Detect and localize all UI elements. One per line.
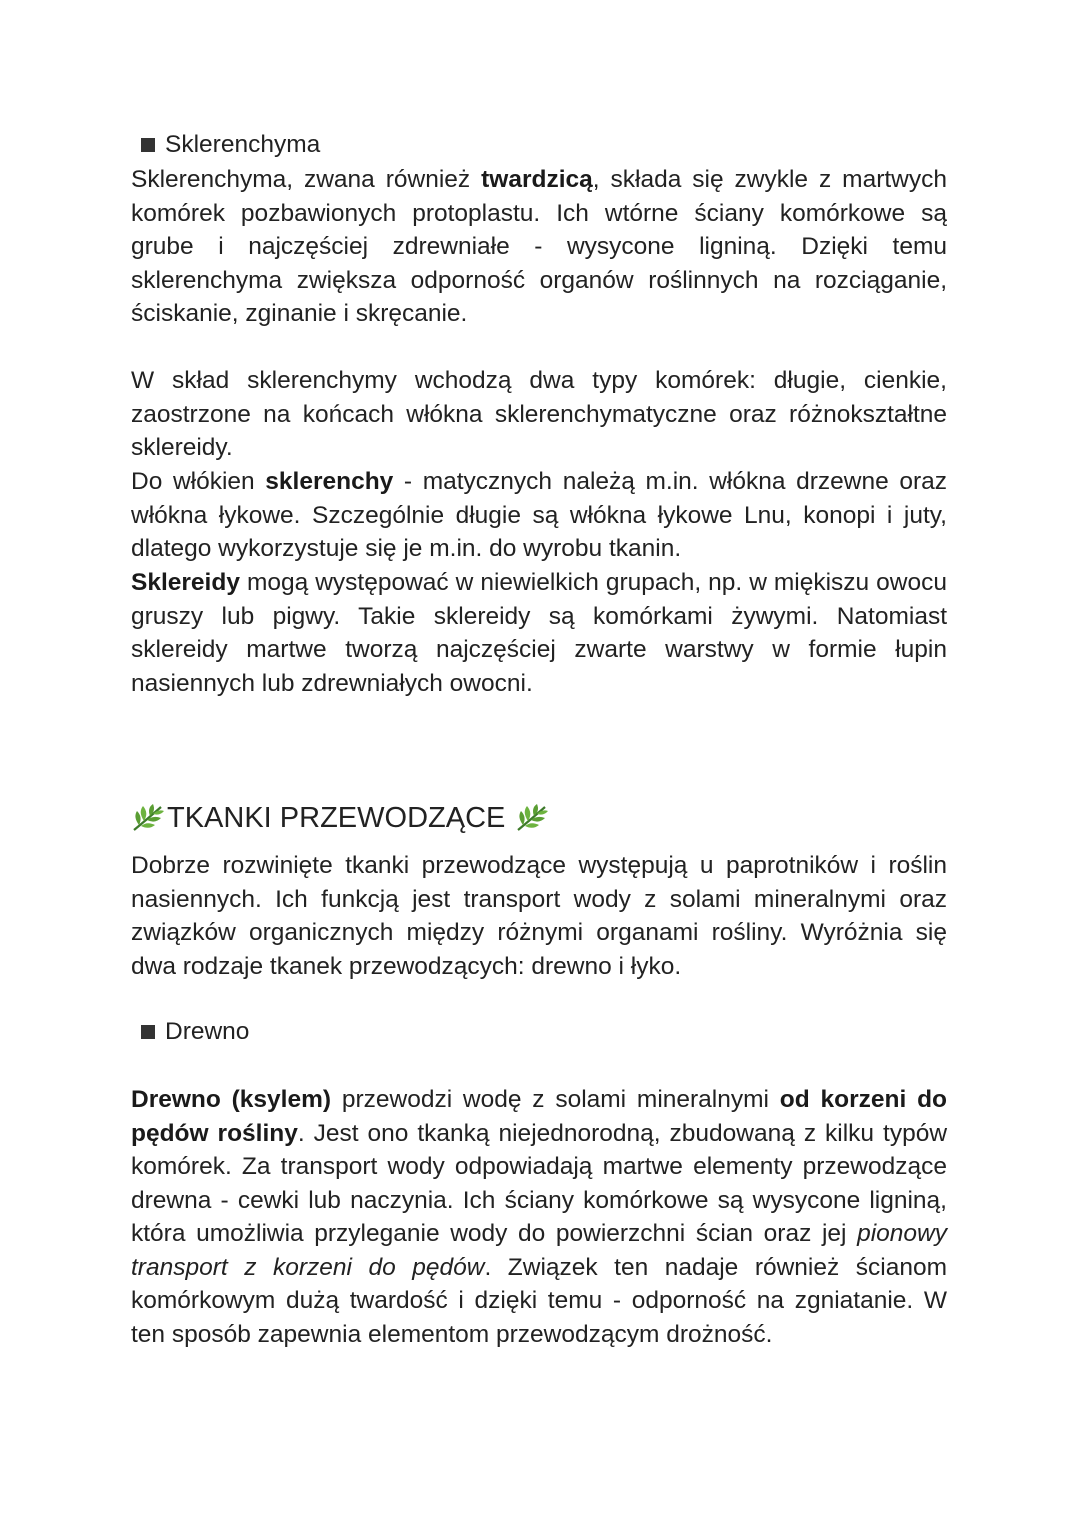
heading-text: Sklerenchyma (165, 131, 321, 158)
term-drewno-ksylem: Drewno (ksylem) (131, 1086, 332, 1113)
paragraph-drewno: Drewno (ksylem) przewodzi wodę z solami mineralnymi od korzeni do pędów rośliny. Jest ono tkanką niejednorodną, zbudowaną z kilku typów komórek. Za transport wody odpowiadają martwe elementy przewodzące drewna - cewki lub naczynia. Ich ściany komórkowe są wysycone ligniną, która umożliwia przyleganie wody do powierzchni ścian oraz jej pionowy transport z korzeni do pędów. Związek ten nadaje również ścianom komórkowym dużą twardość i dzięki temu - odporność na zgniatanie. W ten sposób zapewnia elementom przewodzącym drożność. (131, 1086, 948, 1348)
herb-leaf-icon (131, 803, 165, 833)
term-pionowy-transport: pionowy transport z korzeni do pędów (131, 1220, 947, 1281)
square-bullet-icon (141, 1025, 155, 1039)
square-bullet-icon (141, 138, 155, 152)
heading-text: TKANKI PRZEWODZĄCE (167, 802, 506, 834)
section-heading-sklerenchyma (131, 128, 320, 162)
herb-leaf-icon (515, 803, 549, 833)
term-od-korzeni: od korzeni do pędów rośliny (131, 1086, 947, 1147)
paragraph-sklereidy: Sklereidy mogą występować w niewielkich grupach, np. w miękiszu owocu gruszy lub pigwy. Takie sklereidy są komórkami żywymi. Natomiast sklereidy martwe tworzą najczęściej zwarte warstwy w formie łupin nasiennych lub zdrewniałych owocni. (131, 569, 947, 697)
heading-text: Drewno (165, 1018, 250, 1045)
paragraph-cell-types: W skład sklerenchymy wchodzą dwa typy komórek: długie, cienkie, zaostrzone na końcach włókna sklerenchymatyczne oraz różnokształtne sklereidy. (131, 367, 947, 461)
section-heading-drewno (131, 1015, 249, 1049)
section-heading-tkanki-przewodzace (131, 800, 549, 836)
paragraph-tkanki-intro: Dobrze rozwinięte tkanki przewodzące występują u paprotników i roślin nasiennych. Ich funkcją jest transport wody z solami mineralnymi oraz związków organicznych między różnymi organami rośliny. Wyróżnia się dwa rodzaje tkanek przewodzących: drewno i łyko. (131, 852, 947, 980)
paragraph-sklerenchyma-definition: Sklerenchyma, zwana również twardzicą, składa się zwykle z martwych komórek pozbawionych protoplastu. Ich wtórne ściany komórkowe są grube i najczęściej zdrewniałe - wysycone ligniną. Dzięki temu sklerenchyma zwiększa odporność organów roślinnych na rozciąganie, ściskanie, zginanie i skręcanie. (131, 166, 948, 327)
term-twardzica: twardzicą (481, 166, 593, 193)
term-sklerenchy: sklerenchy (265, 468, 394, 495)
paragraph-fibers: Do włókien sklerenchy - matycznych należą m.in. włókna drzewne oraz włókna łykowe. Szczególnie długie są włókna łykowe Lnu, konopi i juty, dlatego wykorzystuje się je m.in. do wyrobu tkanin. (131, 468, 948, 562)
term-sklereidy: Sklereidy (131, 569, 240, 596)
